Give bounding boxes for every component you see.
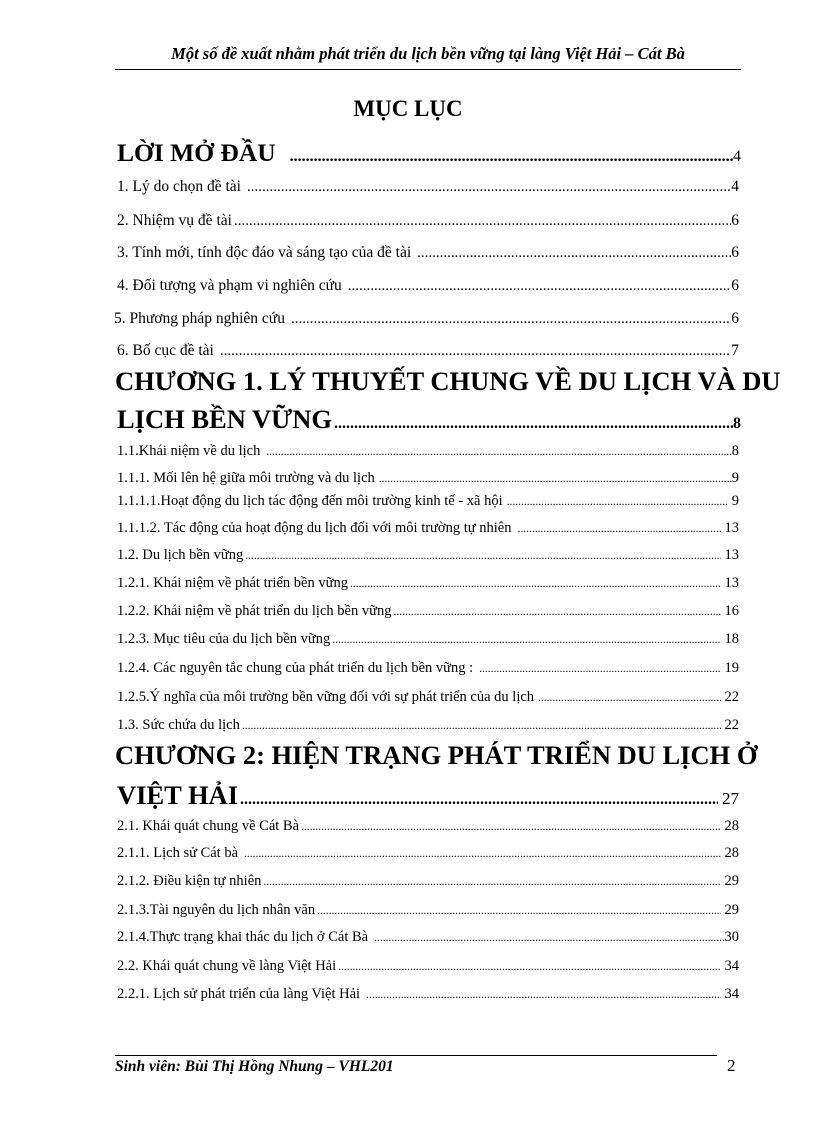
toc-title: MỤC LỤC [353,96,463,121]
toc-entry[interactable] [117,212,739,230]
toc-entry[interactable] [117,631,739,648]
toc-entry-page: 34 [724,986,739,1002]
dot-leader [263,876,720,888]
dot-leader [242,720,721,732]
dot-leader [393,606,720,618]
toc-entry[interactable] [117,520,739,537]
dot-leader [379,473,732,485]
dot-leader [317,905,720,917]
toc-entry-page: 18 [724,631,739,647]
toc-entry-page: 6 [731,244,739,261]
toc-entry[interactable] [117,244,739,262]
toc-entry-page: 8 [733,415,741,432]
toc-entry-page: 22 [724,689,739,705]
toc-entry-label: 2.1.1. Lịch sử Cát bà [117,845,239,861]
toc-entry[interactable] [117,443,739,460]
toc-entry[interactable] [117,845,739,862]
toc-entry-page: 13 [724,547,739,563]
page-number: 2 [727,1056,736,1075]
toc-entry-label: 1.1.1. Mối lên hệ giữa môi trường và du lịch [117,470,375,486]
header-divider [115,69,741,70]
toc-entry-label: 1. Lý do chọn đề tài [117,178,241,195]
toc-entry-label: 1.2.5.Ý nghĩa của môi trường bền vững đối với sự phát triển của du lịch [117,689,535,705]
toc-entry-label: 3. Tính mới, tính độc đáo và sáng tạo của đề tài [117,244,412,261]
toc-entry[interactable] [117,818,739,835]
toc-entry-label: 2.1.4.Thực trạng khai thác du lịch ở Cát Bà [117,929,369,945]
toc-entry-label: 2.2. Khái quát chung về làng Việt Hải [117,958,337,974]
toc-entry-label: LỊCH BỀN VỮNG [117,404,332,434]
toc-entry-label: 2.1.3.Tài nguyên du lịch nhân văn [117,902,316,918]
toc-entry[interactable] [114,310,739,328]
toc-entry[interactable] [117,717,739,734]
toc-entry-page: 13 [724,520,739,536]
toc-entry[interactable] [117,277,739,295]
toc-entry-label: 2.2.1. Lịch sử phát triển của làng Việt Hải [117,986,361,1002]
toc-entry[interactable] [117,603,739,620]
dot-leader [332,634,720,646]
toc-entry-label: 6. Bố cục đề tài [117,342,214,359]
toc-entry-label: 2.1.2. Điều kiện tự nhiên [117,873,262,889]
dot-leader [348,278,732,295]
toc-entry[interactable] [117,342,739,360]
toc-entry-page: 29 [724,902,739,918]
toc-entry-intro[interactable] [117,138,741,168]
toc-entry-page: 27 [722,789,739,808]
dot-leader [350,578,721,590]
toc-entry-page: 34 [724,958,739,974]
dot-leader [479,663,720,675]
toc-entry[interactable] [117,547,739,564]
running-header: Một số đề xuất nhằm phát triển du lịch bền vững tại làng Việt Hải – Cát Bà [171,44,685,63]
toc-entry-label: 1.1.1.2. Tác động của hoạt động du lịch đối với môi trường tự nhiên [117,520,512,536]
dot-leader [245,550,720,562]
dot-leader [374,932,724,944]
toc-entry-page: 19 [724,660,739,676]
dot-leader [334,415,733,433]
toc-entry-label: VIỆT HẢI [117,780,239,810]
toc-entry-label: 1.1.Khái niệm về du lịch [117,443,261,459]
toc-entry-label: 1.2.4. Các nguyên tắc chung của phát triển du lịch bền vững : [117,660,474,676]
toc-entry-label: 1.2. Du lịch bền vững [117,547,244,563]
toc-entry[interactable] [117,470,739,487]
toc-entry[interactable] [117,575,739,592]
toc-entry-page: 9 [731,493,739,509]
toc-entry-page: 16 [724,603,739,619]
toc-entry-page: 6 [731,277,739,294]
dot-leader [220,343,731,360]
dot-leader [507,496,728,508]
toc-entry-label: 5. Phương pháp nghiên cứu [114,310,285,327]
toc-entry-chapter-2[interactable] [117,780,739,811]
dot-leader [366,989,720,1001]
dot-leader [240,791,718,809]
toc-entry-page: 4 [733,148,741,165]
toc-entry-page: 6 [731,310,739,327]
toc-entry-page: 9 [731,470,739,486]
toc-entry-page: 29 [724,873,739,889]
toc-entry-page: 28 [724,818,739,834]
toc-entry-label: 1.2.2. Khái niệm về phát triển du lịch bền vững [117,603,392,619]
toc-entry[interactable] [117,986,739,1003]
toc-entry[interactable] [117,493,739,510]
dot-leader [244,848,720,860]
dot-leader [538,692,720,704]
dot-leader [291,311,731,328]
toc-entry-label: 4. Đối tượng và phạm vi nghiên cứu [117,277,342,294]
toc-entry-page: 4 [731,178,739,195]
toc-entry-label: 2.1. Khái quát chung về Cát Bà [117,818,300,834]
toc-entry-label: 2. Nhiệm vụ đề tài [117,212,232,229]
toc-entry-page: 30 [724,929,739,945]
dot-leader [301,821,720,833]
dot-leader [266,446,731,458]
toc-entry-page: 22 [724,717,739,733]
toc-entry[interactable] [117,958,739,975]
toc-chapter-1-title[interactable]: CHƯƠNG 1. LÝ THUYẾT CHUNG VỀ DU LỊCH VÀ DU [115,366,781,396]
toc-entry-label: 1.2.1. Khái niệm về phát triển bền vững [117,575,348,591]
dot-leader [417,245,731,262]
toc-entry[interactable] [117,660,739,677]
dot-leader [247,179,731,196]
toc-entry[interactable] [117,178,739,196]
footer-author: Sinh viên: Bùi Thị Hồng Nhung – VHL201 [115,1058,394,1075]
toc-entry-label: 1.1.1.1.Hoạt động du lịch tác động đến môi trường kinh tế - xã hội [117,493,503,509]
toc-entry[interactable] [117,873,739,890]
dot-leader [338,961,720,973]
toc-entry-page: 8 [731,443,739,459]
toc-entry-page: 28 [724,845,739,861]
toc-entry-label: 1.2.3. Mục tiêu của du lịch bền vững [117,631,331,647]
dot-leader [290,148,733,166]
toc-entry[interactable] [117,902,739,919]
toc-entry-page: 7 [731,342,739,359]
toc-entry-page: 6 [731,212,739,229]
toc-entry-label: 1.3. Sức chứa du lịch [117,717,240,733]
toc-entry[interactable] [117,929,739,946]
dot-leader [517,523,720,535]
toc-entry-label: LỜI MỞ ĐẦU [117,138,276,167]
toc-entry-chapter-1[interactable] [117,404,741,435]
toc-chapter-2-title[interactable]: CHƯƠNG 2: HIỆN TRẠNG PHÁT TRIỂN DU LỊCH Ở [115,740,758,770]
footer-divider [115,1055,717,1056]
toc-entry[interactable] [117,689,739,706]
dot-leader [234,213,731,230]
toc-entry-page: 13 [724,575,739,591]
